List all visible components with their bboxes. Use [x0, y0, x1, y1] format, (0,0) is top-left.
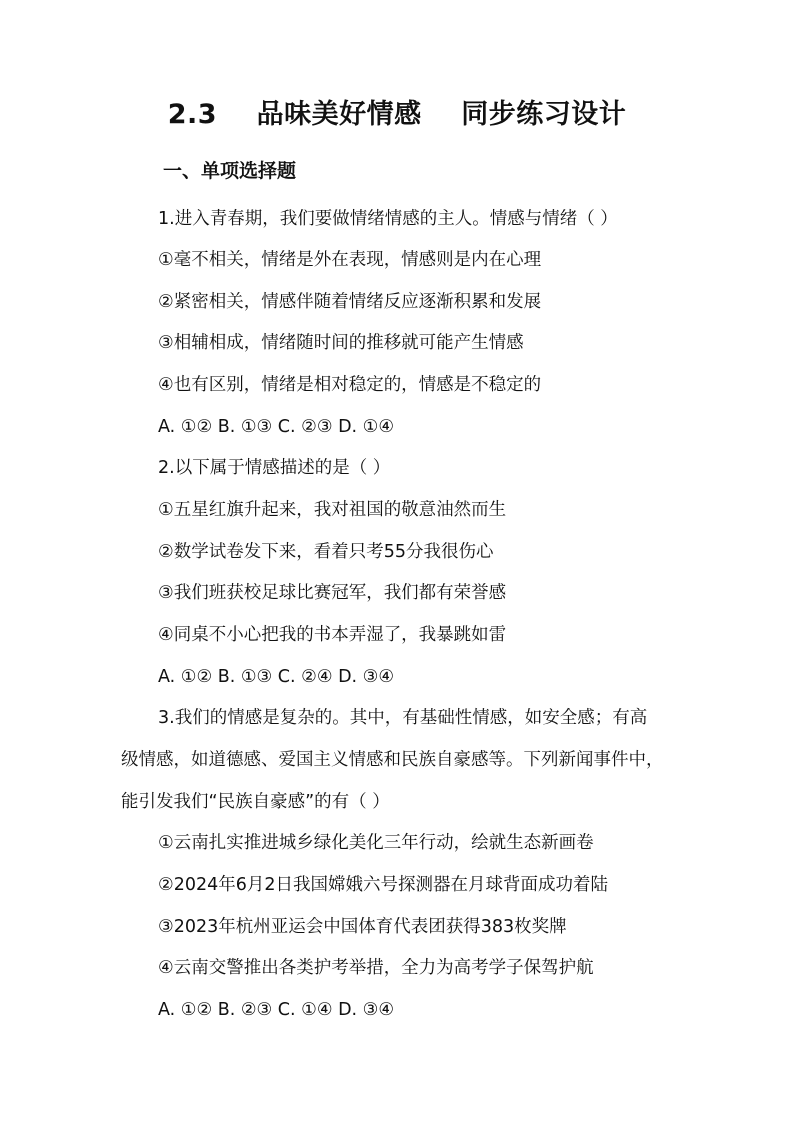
section-heading: 一、单项选择题 [163, 160, 297, 182]
question-2-options: A. ①② B. ①③ C. ②④ D. ③④ [158, 667, 395, 687]
question-1-item-3: ③相辅相成，情绪随时间的推移就可能产生情感 [158, 333, 524, 353]
question-3-item-1: ①云南扎实推进城乡绿化美化三年行动，绘就生态新画卷 [158, 833, 594, 853]
question-1-item-2: ②紧密相关，情感伴随着情绪反应逐渐积累和发展 [158, 292, 542, 312]
document-title: 2.3 品味美好情感 同步练习设计 [167, 99, 627, 130]
question-2-stem: 2.以下属于情感描述的是（ ） [158, 458, 391, 478]
question-3-item-4: ④云南交警推出各类护考举措，全力为高考学子保驾护航 [158, 958, 594, 978]
question-3-stem-line-2: 级情感，如道德感、爱国主义情感和民族自豪感等。下列新闻事件中， [121, 750, 664, 770]
question-2-item-2: ②数学试卷发下来，看着只考55分我很伤心 [158, 542, 494, 562]
question-1-item-4: ④也有区别，情绪是相对稳定的，情感是不稳定的 [158, 375, 542, 395]
question-3-options: A. ①② B. ②③ C. ①④ D. ③④ [158, 1000, 395, 1020]
question-3-item-2: ②2024年6月2日我国嫦娥六号探测器在月球背面成功着陆 [158, 875, 608, 895]
question-2-item-3: ③我们班获校足球比赛冠军，我们都有荣誉感 [158, 583, 507, 603]
question-2-item-1: ①五星红旗升起来，我对祖国的敬意油然而生 [158, 500, 507, 520]
question-3-item-3: ③2023年杭州亚运会中国体育代表团获得383枚奖牌 [158, 917, 567, 937]
question-1-item-1: ①毫不相关，情绪是外在表现，情感则是内在心理 [158, 250, 542, 270]
question-2-item-4: ④同桌不小心把我的书本弄湿了，我暴跳如雷 [158, 625, 507, 645]
question-3-stem-line-1: 3.我们的情感是复杂的。其中，有基础性情感，如安全感；有高 [158, 708, 648, 728]
question-3-stem-line-3: 能引发我们“民族自豪感”的有（ ） [121, 792, 390, 812]
question-1-options: A. ①② B. ①③ C. ②③ D. ①④ [158, 417, 395, 437]
question-1-stem: 1.进入青春期，我们要做情绪情感的主人。情感与情绪（ ） [158, 209, 618, 229]
